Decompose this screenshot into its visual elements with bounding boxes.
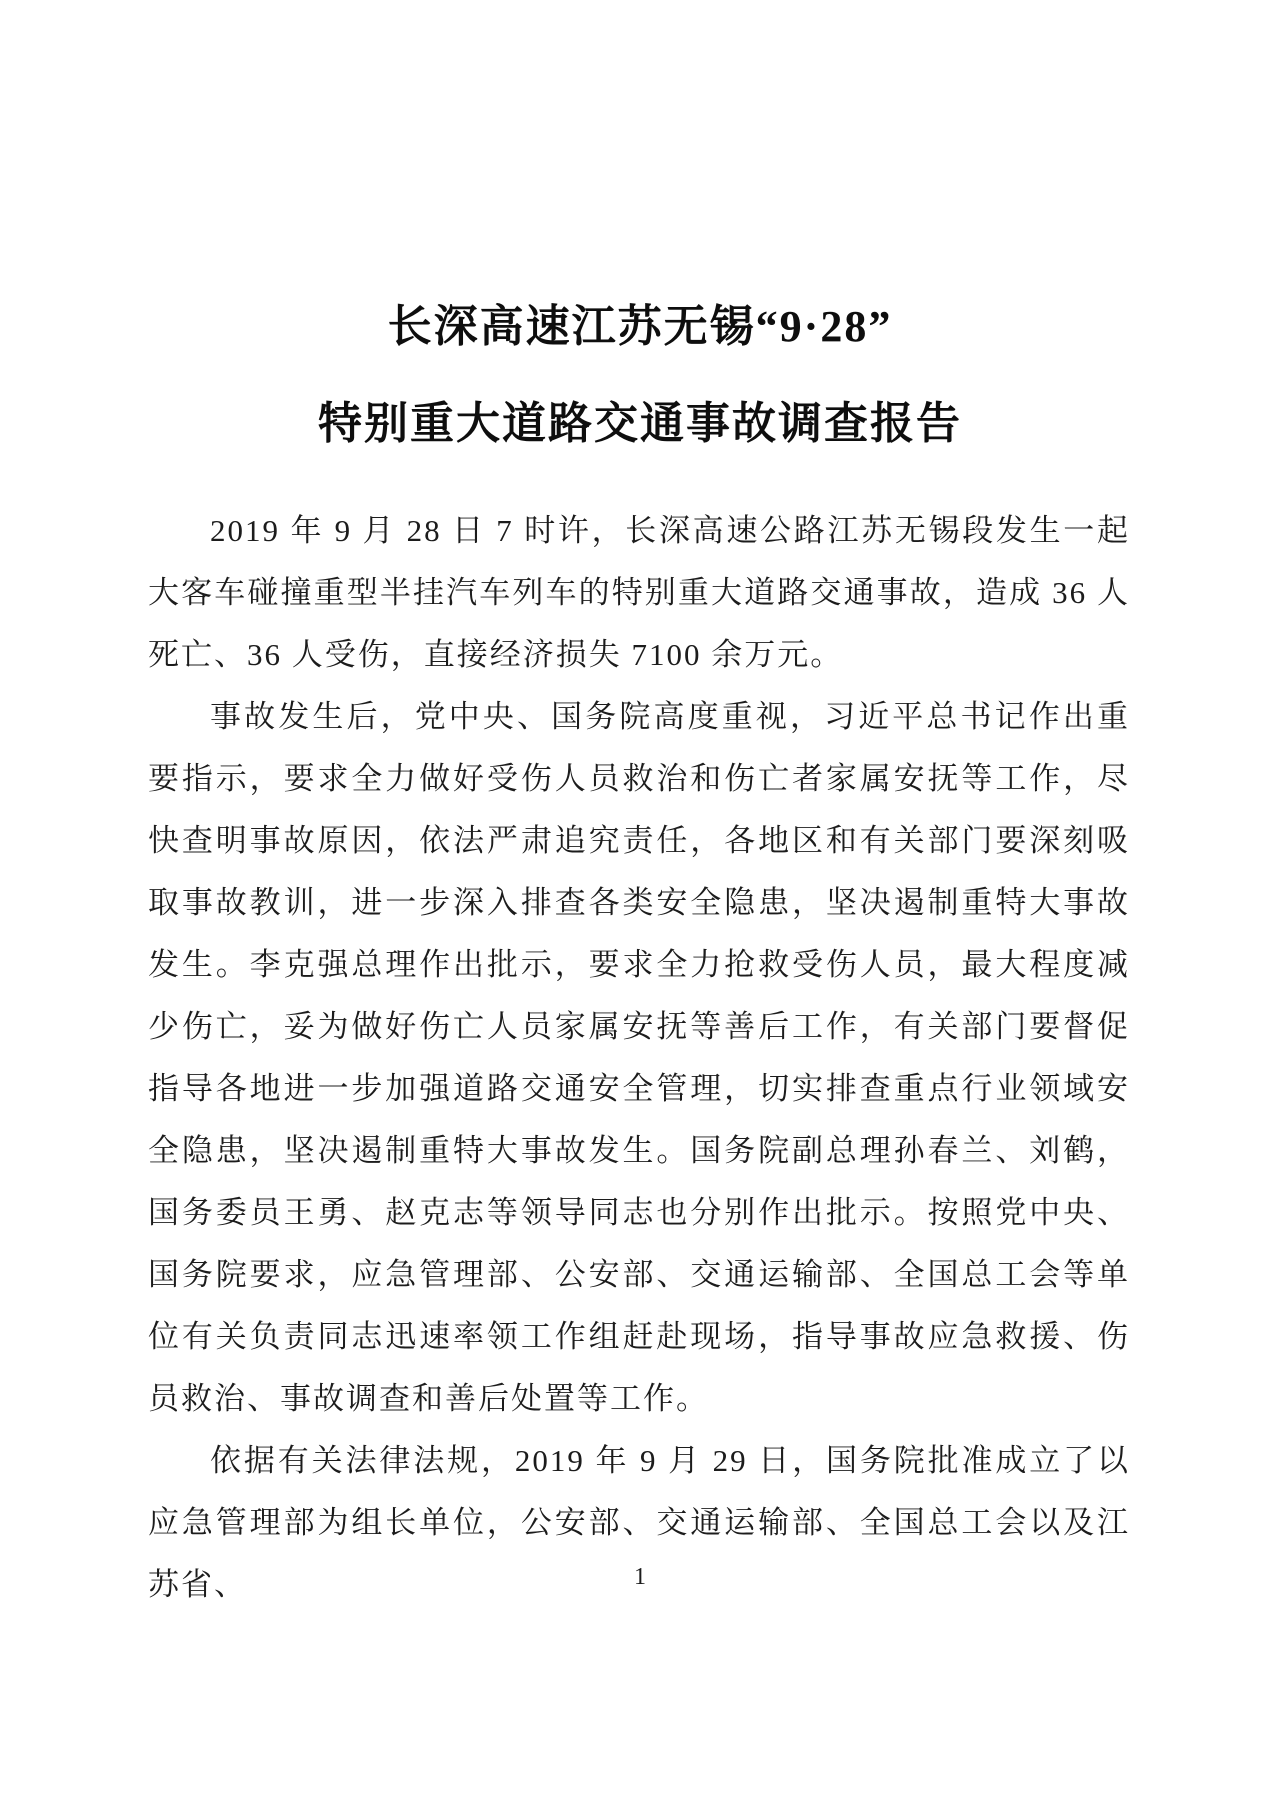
- page-number: 1: [634, 1564, 646, 1590]
- report-title: [0, 0, 1280, 472]
- paragraph-incident-summary: 2019 年 9 月 28 日 7 时许，长深高速公路江苏无锡段发生一起大客车碰撞重型半挂汽车列车的特别重大道路交通事故，造成 36 人死亡、36 人受伤，直接经济损失 7100 余万元。: [148, 513, 1130, 672]
- report-title-line1: 长深高速江苏无锡“9·28”: [387, 302, 893, 351]
- paragraph-leadership-response: 事故发生后，党中央、国务院高度重视，习近平总书记作出重要指示，要求全力做好受伤人员救治和伤亡者家属安抚等工作，尽快查明事故原因，依法严肃追究责任，各地区和有关部门要深刻吸取事故教训，进一步深入排查各类安全隐患，坚决遏制重特大事故发生。李克强总理作出批示，要求全力抢救受伤人员，最大程度减少伤亡，妥为做好伤亡人员家属安抚等善后工作，有关部门要督促指导各地进一步加强道路交通安全管理，切实排查重点行业领域安全隐患，坚决遏制重特大事故发生。国务院副总理孙春兰、刘鹤，国务委员王勇、赵克志等领导同志也分别作出批示。按照党中央、国务院要求，应急管理部、公安部、交通运输部、全国总工会等单位有关负责同志迅速率领工作组赶赴现场，指导事故应急救援、伤员救治、事故调查和善后处置等工作。: [148, 699, 1130, 1416]
- paragraph-investigation-team: 依据有关法律法规，2019 年 9 月 29 日，国务院批准成立了以应急管理部为组长单位，公安部、交通运输部、全国总工会以及江苏省、: [148, 1443, 1130, 1602]
- report-title-line2: 特别重大道路交通事故调查报告: [318, 399, 962, 448]
- report-body: [148, 500, 1130, 1616]
